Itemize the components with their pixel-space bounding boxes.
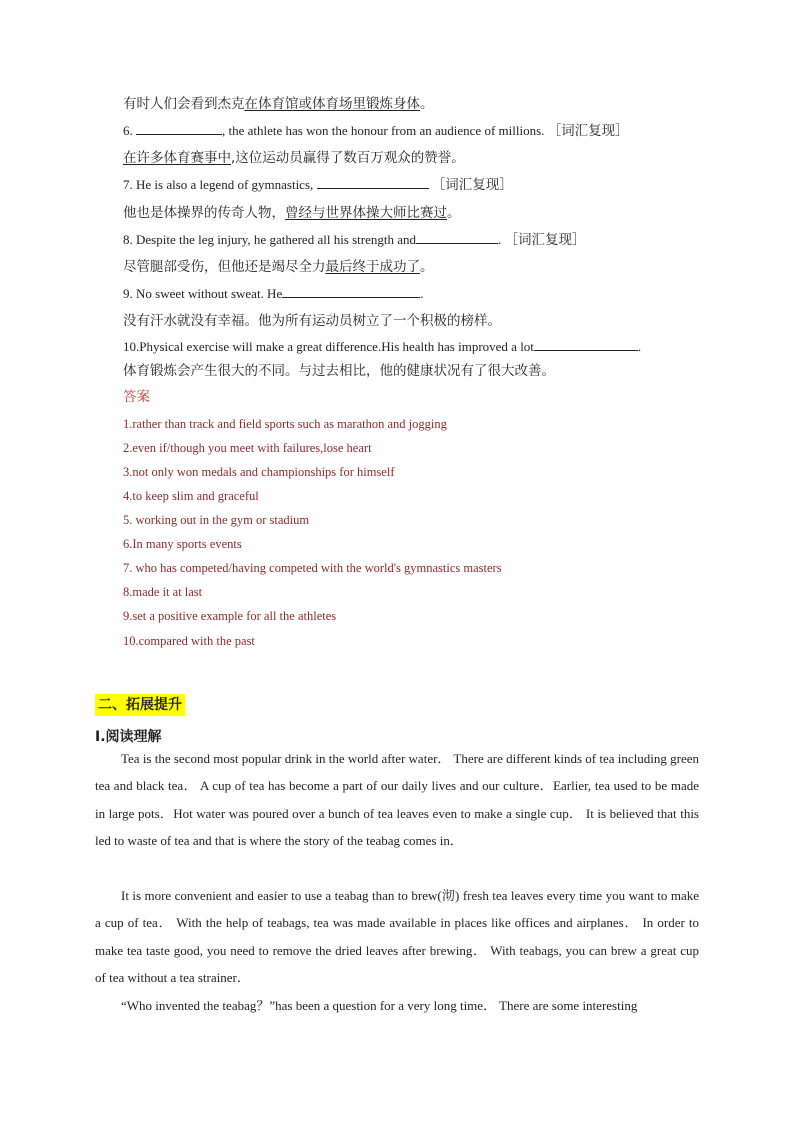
underlined-text: 曾经与世界体操大师比赛过 xyxy=(285,205,447,221)
question-10 xyxy=(123,338,641,356)
question-10-chinese: 体育锻炼会产生很大的不同。与过去相比，他的健康状况有了很大改善。 xyxy=(123,363,555,379)
answer-blank[interactable] xyxy=(416,231,498,244)
text: 尽管腿部受伤，但他还是竭尽全力 xyxy=(123,259,326,275)
question-9-chinese: 没有汗水就没有幸福。他为所有运动员树立了一个积极的榜样。 xyxy=(123,313,501,329)
line-1-chinese xyxy=(123,95,434,113)
underlined-text: 在体育馆或体育场里锻炼身体 xyxy=(244,96,420,112)
answers-heading: 答案 xyxy=(123,389,150,405)
answer-item: 1.rather than track and field sports such as marathon and jogging xyxy=(123,417,447,431)
answer-item: 8.made it at last xyxy=(123,585,203,599)
reading-paragraph-2: It is more convenient and easier to use a teabag than to brew(沏) fresh tea leaves every time you want to make a cup of tea． With the help of teabags, tea was made available in places like offices and airplanes． In order to make tea taste good, you need to remove the dried leaves after brewing． With teabags, you can brew a great cup of tea without a tea strainer． xyxy=(95,888,699,985)
answer-blank[interactable] xyxy=(317,176,429,189)
question-8-chinese xyxy=(123,258,434,276)
answer-blank[interactable] xyxy=(282,285,420,298)
question-7-chinese xyxy=(123,204,461,222)
answer-item: 4.to keep slim and graceful xyxy=(123,489,259,503)
tag: ［词汇复现］ xyxy=(431,177,513,193)
text: 。 xyxy=(420,259,434,275)
tag: ［词汇复现］ xyxy=(504,232,586,248)
underlined-text: 最后终于成功了 xyxy=(325,259,420,275)
section-title: 二、拓展提升 xyxy=(95,694,185,716)
text: 有时人们会看到杰克 xyxy=(123,96,245,112)
text: 8. Despite the leg injury, he gathered all his strength and xyxy=(123,232,417,247)
text: 7. He is also a legend of gymnastics, xyxy=(123,177,317,192)
question-9 xyxy=(123,285,423,303)
answer-item: 7. who has competed/having competed with the world's gymnastics masters xyxy=(123,561,502,575)
reading-paragraph-3: “Who invented the teabag？”has been a question for a very long time． There are some interesting xyxy=(121,998,638,1013)
question-6 xyxy=(123,122,629,140)
section-subtitle: I.阅读理解 xyxy=(95,729,162,745)
answer-item: 3.not only won medals and championships for himself xyxy=(123,465,395,479)
reading-paragraph-1: Tea is the second most popular drink in the world after water． There are different kinds of tea including green tea and black tea． A cup of tea has become a part of our daily lives and our culture．Earlier, tea used to be made in large pots．Hot water was poured over a bunch of tea leaves even to make a single cup． It is believed that this led to waste of tea and that is where the story of the teabag comes in． xyxy=(95,751,699,848)
text: ,这位运动员赢得了数百万观众的赞誉。 xyxy=(231,150,465,166)
answer-blank[interactable] xyxy=(136,122,222,135)
text: 。 xyxy=(420,96,434,112)
text: , the athlete has won the honour from an audience of millions. xyxy=(222,123,545,138)
question-7 xyxy=(123,176,513,194)
answer-blank[interactable] xyxy=(534,338,638,351)
text: . xyxy=(420,286,424,301)
underlined-text: 在许多体育赛事中 xyxy=(123,150,231,166)
answer-item: 5. working out in the gym or stadium xyxy=(123,513,310,527)
answer-item: 6.In many sports events xyxy=(123,537,242,551)
answer-item: 10.compared with the past xyxy=(123,634,255,648)
text: 10.Physical exercise will make a great difference.His health has improved a lot xyxy=(123,339,534,354)
text: 6. xyxy=(123,123,136,138)
answer-item: 9.set a positive example for all the athletes xyxy=(123,609,337,623)
text: 他也是体操界的传奇人物， xyxy=(123,205,285,221)
text: . xyxy=(637,339,642,354)
text: 。 xyxy=(447,205,461,221)
answer-item: 2.even if/though you meet with failures,lose heart xyxy=(123,441,372,455)
question-6-chinese xyxy=(123,149,465,167)
tag: ［词汇复现］ xyxy=(547,123,629,139)
question-8 xyxy=(123,231,586,249)
text: 9. No sweet without sweat. He xyxy=(123,286,283,301)
text: . xyxy=(498,232,502,247)
